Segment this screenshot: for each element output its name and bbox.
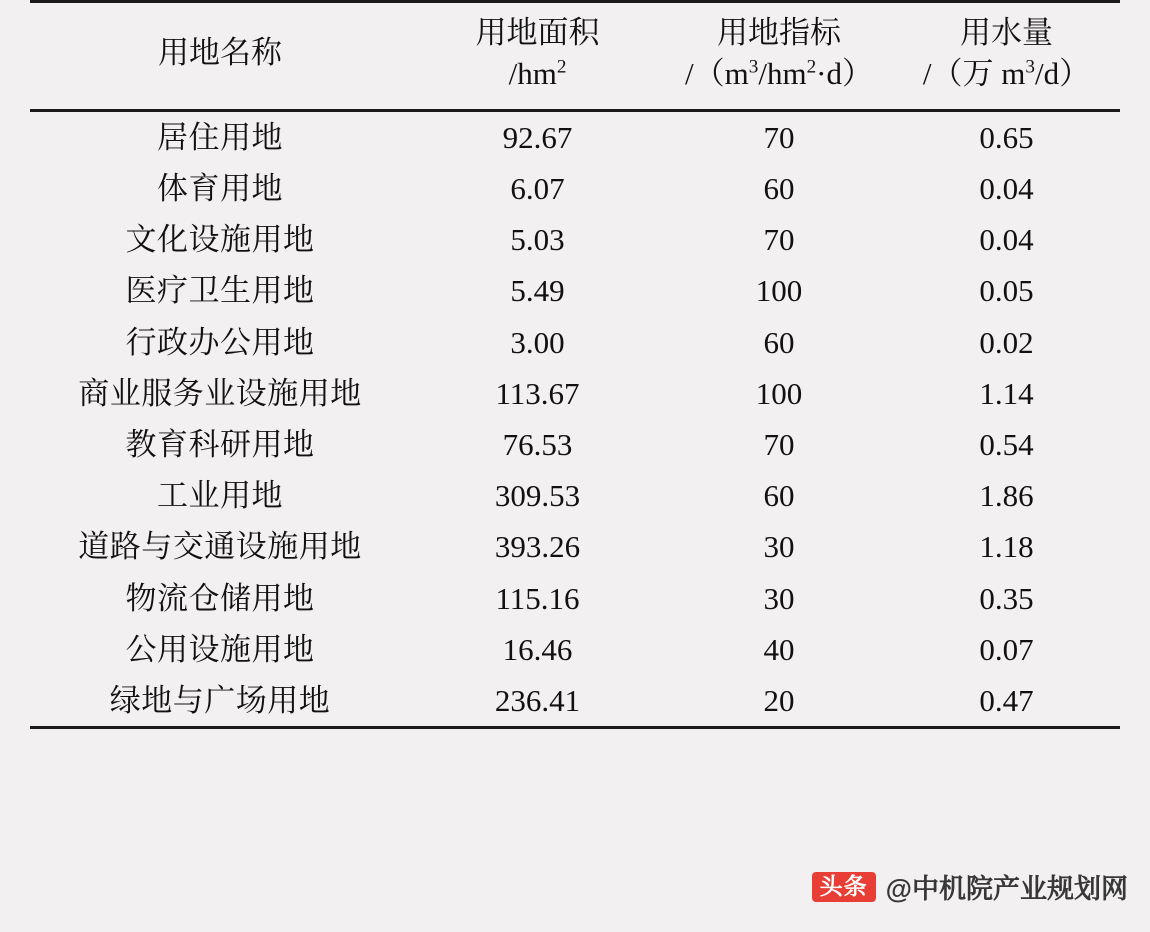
cell-land-area: 393.26	[494, 529, 581, 565]
cell-land-use-name: 公用设施用地	[125, 631, 315, 667]
cell-land-area: 113.67	[495, 375, 580, 411]
table-row	[30, 368, 1120, 419]
column-header-area-line1: 用地面积	[475, 15, 600, 50]
table-row	[30, 214, 1120, 265]
cell-use-index: 40	[763, 631, 795, 667]
cell-land-use-name: 物流仓储用地	[125, 580, 315, 616]
cell-use-index: 60	[763, 478, 795, 514]
table-row	[30, 624, 1120, 675]
column-header-area	[410, 2, 665, 111]
column-header-index-line1: 用地指标	[717, 15, 841, 50]
cell-land-area: 76.53	[502, 426, 573, 462]
cell-use-index: 70	[763, 222, 795, 258]
cell-water-consumption: 1.18	[979, 529, 1034, 565]
watermark	[812, 867, 1128, 906]
column-header-water-line2: /（万 $m^3/d$）	[922, 55, 1091, 91]
cell-use-index: 100	[755, 375, 803, 411]
column-header-water	[893, 2, 1120, 111]
cell-use-index: 70	[763, 119, 795, 155]
table-row	[30, 317, 1120, 368]
cell-use-index: 30	[763, 529, 795, 565]
cell-land-use-name: 教育科研用地	[125, 426, 315, 462]
cell-land-area: 115.16	[495, 580, 580, 616]
cell-use-index: 60	[763, 324, 795, 360]
cell-use-index: 60	[763, 171, 795, 206]
cell-land-area: 5.49	[510, 273, 565, 309]
column-header-water-line1: 用水量	[960, 15, 1053, 50]
cell-land-area: 3.00	[510, 324, 565, 360]
cell-water-consumption: 0.04	[979, 171, 1034, 206]
cell-water-consumption: 1.86	[979, 478, 1034, 514]
cell-water-consumption: 0.07	[979, 631, 1034, 667]
cell-land-use-name: 工业用地	[157, 478, 283, 514]
table-row	[30, 163, 1120, 214]
cell-use-index: 70	[763, 426, 795, 462]
cell-use-index: 20	[665, 675, 893, 728]
table-row	[30, 110, 1120, 163]
table-body	[30, 110, 1120, 727]
column-header-name	[30, 2, 410, 111]
table-row	[30, 573, 1120, 624]
cell-land-area: 6.07	[510, 171, 565, 206]
cell-water-consumption: 0.02	[979, 324, 1034, 360]
cell-land-use-name: 商业服务业设施用地	[78, 375, 362, 411]
cell-water-consumption: 0.05	[979, 273, 1034, 309]
column-header-name-line1: 用地名称	[158, 35, 282, 71]
cell-land-area: 16.46	[502, 631, 573, 667]
cell-water-consumption: 0.65	[979, 119, 1034, 155]
cell-water-consumption: 1.14	[979, 375, 1034, 411]
cell-water-consumption: 0.35	[979, 580, 1034, 616]
table-header	[30, 2, 1120, 111]
table-row	[30, 675, 1120, 728]
cell-use-index: 30	[763, 580, 795, 616]
watermark-badge: 头条	[812, 872, 876, 902]
cell-land-area: 5.03	[510, 222, 565, 258]
cell-land-use-name: 行政办公用地	[125, 324, 315, 360]
cell-water-consumption: 0.04	[979, 222, 1034, 258]
cell-use-index: 100	[755, 273, 803, 309]
column-header-area-line2: $/hm^2$	[508, 55, 567, 91]
table-header-row	[30, 2, 1120, 111]
table-row	[30, 521, 1120, 572]
cell-land-use-name: 道路与交通设施用地	[78, 529, 362, 565]
table-row	[30, 470, 1120, 521]
table-row	[30, 419, 1120, 470]
land-use-water-table	[30, 0, 1120, 729]
cell-land-area: 309.53	[494, 478, 581, 514]
cell-water-consumption: 0.47	[893, 675, 1120, 728]
cell-water-consumption: 0.54	[979, 426, 1034, 462]
column-header-index-line2: $/(m^3/hm^2\cdot d)$	[684, 55, 873, 91]
table-row	[30, 265, 1120, 316]
cell-land-use-name: 居住用地	[157, 119, 283, 155]
watermark-text: @中机院产业规划网	[885, 874, 1128, 904]
cell-land-area: 236.41	[410, 675, 665, 728]
cell-land-use-name: 绿地与广场用地	[30, 675, 410, 728]
cell-land-use-name: 体育用地	[157, 171, 283, 206]
cell-land-use-name: 文化设施用地	[125, 222, 315, 258]
column-header-index	[665, 2, 893, 111]
cell-land-use-name: 医疗卫生用地	[125, 273, 315, 309]
cell-land-area: 92.67	[502, 119, 573, 155]
